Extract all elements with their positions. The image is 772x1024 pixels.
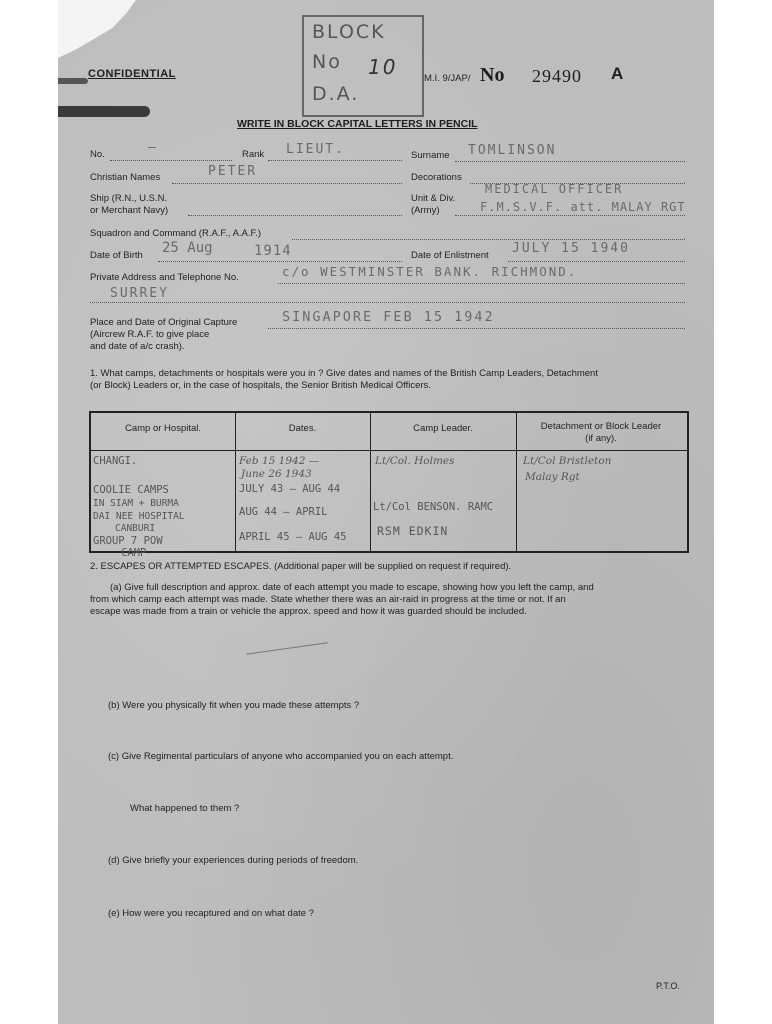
surname-line: [455, 161, 685, 162]
camps-table: [89, 411, 689, 559]
header-camp-leader: Camp Leader.: [413, 423, 473, 434]
date-entry: JULY 43 — AUG 44: [239, 483, 341, 495]
ship-label-2: or Merchant Navy): [90, 205, 169, 216]
stamp-line-1: BLOCK: [312, 21, 386, 43]
binder-clip: [58, 78, 88, 84]
leader-entry: Lt/Col. Holmes: [375, 455, 455, 467]
classification-label: CONFIDENTIAL: [88, 68, 176, 80]
question-c-followup: What happened to them ?: [130, 803, 240, 814]
capture-label-2: (Aircrew R.A.F. to give place: [90, 329, 210, 340]
camp-entry: GROUP 7 POW: [93, 535, 163, 547]
camp-entry: CHANGI.: [93, 455, 138, 467]
header-dates: Dates.: [288, 423, 317, 434]
section2-a-line3: escape was made from a train or vehicle the approx. speed and how it was guarded should be included.: [90, 606, 527, 617]
leader-entry: Lt/Col BENSON. RAMC: [373, 501, 494, 513]
unit-value-2: F.M.S.V.F. att. MALAY RGT: [480, 200, 686, 214]
stamp-line-2: No: [312, 51, 342, 73]
surname-value: TOMLINSON: [468, 143, 557, 158]
squadron-line: [292, 239, 685, 240]
camp-entry: CAMP: [121, 547, 147, 559]
enlistment-label: Date of Enlistment: [411, 250, 489, 261]
number-label: No: [480, 64, 505, 86]
ship-label-1: Ship (R.N., U.S.N.: [90, 193, 168, 204]
address-line-1: [278, 283, 685, 284]
capture-label-1: Place and Date of Original Capture: [90, 317, 238, 328]
section2-a-line2: from which camp each attempt was made. State whether there was an air-raid in progress at the time or not. If an: [90, 594, 566, 605]
dob-year: 1914: [254, 243, 292, 259]
dob-label: Date of Birth: [90, 250, 143, 261]
rank-label: Rank: [242, 149, 265, 160]
no-line: [110, 160, 232, 161]
enlistment-line: [508, 261, 685, 262]
question-e: (e) How were you recaptured and on what date ?: [108, 908, 314, 919]
dob-line: [158, 261, 402, 262]
question-c: (c) Give Regimental particulars of anyone who accompanied you on each attempt.: [108, 751, 454, 762]
christian-names-line: [172, 183, 402, 184]
date-entry: Feb 15 1942 —: [239, 455, 320, 467]
section2-a-line1: (a) Give full description and approx. date of each attempt you made to escape, showing how you left the camp, and: [110, 582, 594, 593]
address-label: Private Address and Telephone No.: [90, 272, 239, 283]
detachment-entry: Malay Rgt: [525, 471, 580, 483]
camp-entry: COOLIE CAMPS: [93, 484, 169, 496]
surname-label: Surname: [411, 150, 450, 161]
no-value: —: [148, 140, 158, 155]
address-value-1: c/o WESTMINSTER BANK. RICHMOND.: [282, 264, 578, 279]
question-d: (d) Give briefly your experiences during periods of freedom.: [108, 855, 359, 866]
unit-label-1: Unit & Div.: [411, 193, 456, 204]
date-entry: AUG 44 — APRIL: [239, 506, 328, 518]
capture-value: SINGAPORE FEB 15 1942: [282, 309, 495, 325]
form-suffix: A: [611, 64, 624, 83]
header-camp: Camp or Hospital.: [124, 423, 202, 434]
unit-line: [455, 215, 685, 216]
capture-line: [268, 328, 685, 329]
reference-code: M.I. 9/JAP/: [424, 73, 471, 84]
stamp-line-3: D.A.: [312, 83, 360, 105]
form-number: 29490: [532, 66, 582, 86]
section1-question-line2: (or Block) Leaders or, in the case of hospitals, the Senior British Medical Officers.: [90, 380, 431, 391]
ship-line: [188, 215, 402, 216]
christian-names-label: Christian Names: [90, 172, 161, 183]
section1-question-line1: 1. What camps, detachments or hospitals were you in ? Give dates and names of the British Camp Leaders, Detachment: [90, 368, 598, 379]
please-turn-over: P.T.O.: [656, 981, 680, 991]
binder-tag: [58, 106, 150, 117]
detachment-entry: Lt/Col Bristleton: [523, 455, 612, 467]
camp-entry: IN SIAM + BURMA: [93, 498, 179, 509]
date-entry: APRIL 45 — AUG 45: [239, 531, 347, 543]
dob-day: 25 Aug: [162, 240, 213, 256]
table-divider: [516, 413, 517, 551]
unit-value-1: MEDICAL OFFICER: [485, 182, 624, 196]
camp-entry: DAI NEE HOSPITAL: [93, 511, 185, 522]
enlistment-value: JULY 15 1940: [512, 241, 630, 256]
question-b: (b) Were you physically fit when you made these attempts ?: [108, 700, 360, 711]
christian-names-value: PETER: [208, 164, 258, 179]
block-stamp: [302, 15, 424, 117]
date-entry: June 26 1943: [241, 468, 312, 480]
camp-entry: CANBURI: [115, 523, 156, 534]
header-detachment: Detachment or Block Leader (if any).: [540, 421, 662, 444]
rank-value: LIEUT.: [286, 142, 345, 157]
capture-label-3: and date of a/c crash).: [90, 341, 185, 352]
table-header-rule: [91, 450, 687, 451]
rank-line: [268, 160, 402, 161]
unit-label-2: (Army): [411, 205, 440, 216]
address-value-2: SURREY: [110, 286, 169, 301]
decorations-label: Decorations: [411, 172, 462, 183]
squadron-label: Squadron and Command (R.A.F., A.A.F.): [90, 228, 262, 239]
address-line-2: [90, 302, 685, 303]
stamp-number: 10: [368, 55, 398, 79]
no-label: No.: [90, 149, 105, 160]
section2-title: 2. ESCAPES OR ATTEMPTED ESCAPES. (Additional paper will be supplied on request if required).: [90, 561, 512, 572]
instruction-heading: WRITE IN BLOCK CAPITAL LETTERS IN PENCIL: [237, 118, 478, 130]
leader-entry: RSM EDKIN: [377, 524, 449, 538]
